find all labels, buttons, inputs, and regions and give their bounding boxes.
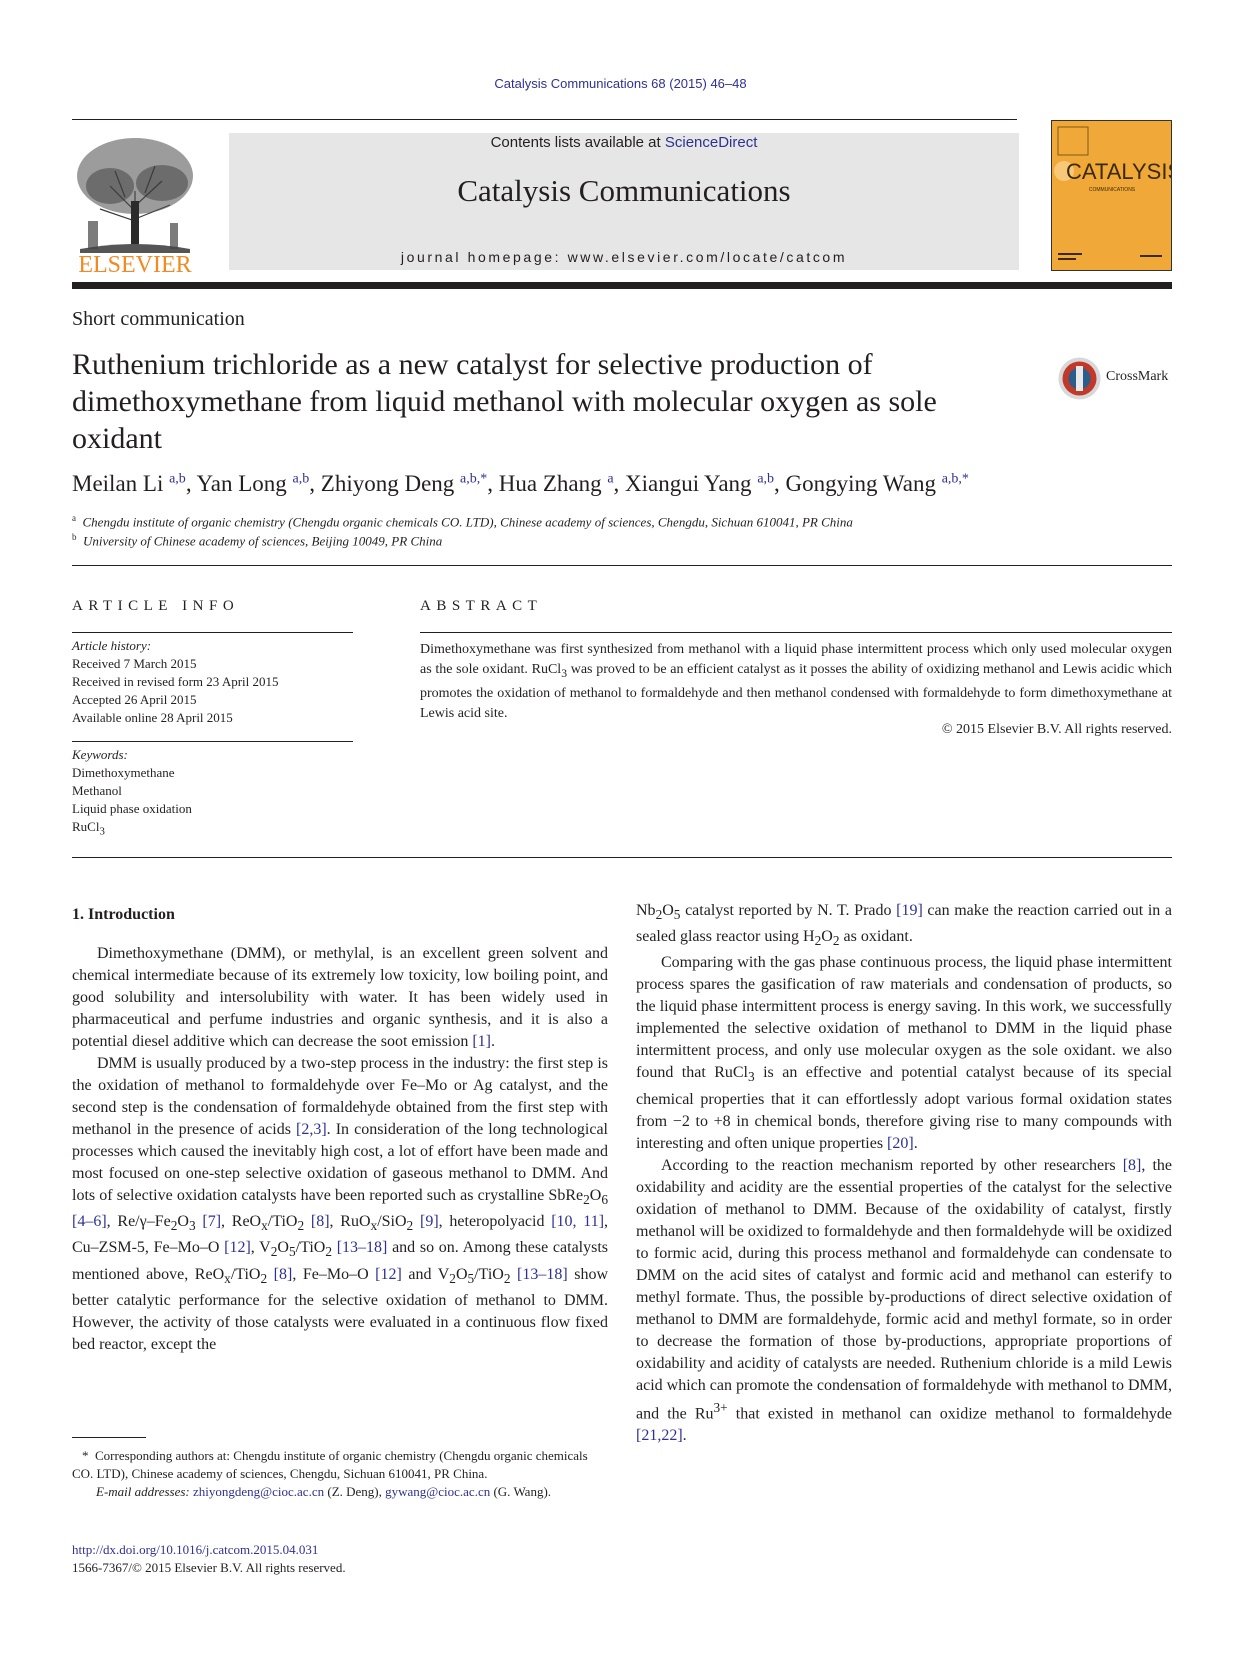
keyword-item: RuCl$_3$ bbox=[72, 819, 105, 838]
author-affiliation[interactable]: a,b,* bbox=[460, 471, 488, 487]
doi-link[interactable]: http://dx.doi.org/10.1016/j.catcom.2015.04.031 bbox=[72, 1542, 319, 1557]
cover-subtitle: COMMUNICATIONS bbox=[1088, 187, 1136, 193]
journal-homepage[interactable]: journal homepage: www.elsevier.com/locate/catcom bbox=[400, 249, 848, 265]
citation-link[interactable]: [8] bbox=[1122, 1156, 1142, 1174]
keywords-label: Keywords: bbox=[72, 747, 128, 762]
paragraph: DMM is usually produced by a two-step process in the industry: the first step is the oxidation of methanol to formaldehyde over Fe–Mo or Ag catalyst, and the second step is the condensation of formaldehyde obtained from the first step with methanol in the presence of acids [2,3]. In consideration of the long technological processes which caused the inevitably high cost, a lot of effort have been made and most focused on one-step selective oxidation of gaseous methanol to DMM. And lots of selective oxidation catalysts have been reported such as crystalline $SbRe_2O_6$ [4–6], $Re/\gamma-Fe_2O_3$ [7], ReO$_x$/TiO$_2$ [8], RuO$_x$/SiO$_2$ [9], heteropolyacid [10, 11], Cu–ZSM-5, Fe–Mo–O [12], $V_2O_5/TiO_2$ [13–18] and so on. Among these catalysts mentioned above, ReO$_x$/TiO$_2$ [8], Fe–Mo–O [12] and $V_2O_5/TiO_2$ [13–18] show better catalytic performance for the selective oxidation of methanol to DMM. However, the activity of those catalysts were evaluated in a continuous flow fixed bed reactor, except the bbox=[72, 1055, 609, 1353]
divider bbox=[72, 857, 1172, 858]
citation-link[interactable]: [13–18] bbox=[517, 1265, 568, 1283]
citation-link[interactable]: [12] bbox=[224, 1239, 251, 1257]
author-name[interactable]: Gongying Wang bbox=[785, 471, 936, 496]
section-heading: 1. Introduction bbox=[72, 906, 175, 923]
author-affiliation[interactable]: a,b,* bbox=[941, 471, 969, 487]
accepted-date: Accepted 26 April 2015 bbox=[72, 692, 197, 707]
author-affiliation[interactable]: a bbox=[607, 471, 614, 487]
header-thick-rule bbox=[72, 282, 1172, 289]
keywords bbox=[72, 746, 192, 841]
received-date: Received 7 March 2015 bbox=[72, 656, 197, 671]
citation-link[interactable]: [21,22] bbox=[636, 1426, 683, 1444]
header-rule bbox=[72, 119, 1017, 120]
online-date: Available online 28 April 2015 bbox=[72, 710, 233, 725]
abstract-copyright: © 2015 Elsevier B.V. All rights reserved. bbox=[941, 722, 1172, 737]
keywords-rule bbox=[72, 741, 353, 742]
contents-prefix: Contents lists available at bbox=[490, 134, 665, 151]
keyword-item: Methanol bbox=[72, 783, 122, 798]
author-affiliation[interactable]: a,b bbox=[292, 471, 310, 487]
email-line bbox=[72, 1483, 608, 1501]
email-link[interactable]: zhiyongdeng@cioc.ac.cn bbox=[193, 1484, 325, 1499]
citation-link[interactable]: [7] bbox=[202, 1213, 222, 1231]
journal-citation[interactable]: Catalysis Communications 68 (2015) 46–48 bbox=[494, 76, 747, 91]
affiliation-mark: a bbox=[72, 513, 76, 523]
history-label: Article history: bbox=[72, 638, 152, 653]
doi-block bbox=[72, 1541, 346, 1577]
affiliation-a bbox=[72, 513, 853, 530]
email-link[interactable]: gywang@cioc.ac.cn bbox=[385, 1484, 491, 1499]
citation-link[interactable]: [8] bbox=[310, 1213, 330, 1231]
revised-date: Received in revised form 23 April 2015 bbox=[72, 674, 279, 689]
author-name[interactable]: Zhiyong Deng bbox=[320, 471, 455, 496]
article-title: Ruthenium trichloride as a new catalyst for selective production of dimethoxymethane from liquid methanol with molecular oxygen as sole oxidant bbox=[72, 348, 937, 455]
paragraph: Comparing with the gas phase continuous process, the liquid phase intermittent process spares the gasification of raw materials and condensation of products, so the liquid phase intermittent process is energy saving. In this work, we successfully implemented the selective oxidation of methanol to DMM in the liquid phase intermittent process, and only use molecular oxygen as the sole oxidant. we also found that RuCl$_3$ is an effective and potential catalyst because of its special chemical properties that it can effortlessly adopt various formal oxidation states from −2 to +8 in chemical bonds, therefore giving rise to many compounds with interesting and often unique properties [20]. bbox=[636, 954, 1173, 1152]
cover-title: CATALYSIS bbox=[1066, 159, 1171, 184]
elsevier-wordmark: ELSEVIER bbox=[78, 252, 192, 276]
email-owner: (Z. Deng), bbox=[324, 1484, 386, 1499]
citation-link[interactable]: [19] bbox=[896, 902, 923, 919]
journal-cover-art bbox=[1052, 121, 1171, 270]
citation-link[interactable]: [9] bbox=[419, 1213, 439, 1231]
crossmark-icon[interactable] bbox=[1057, 356, 1102, 401]
author-list: Meilan Li $^{a,b}$, Yan Long $^{a,b}$, Zhiyong Deng $^{a,b,*}$, Hua Zhang $^a$, Xiangui Yang $^{a,b}$, Gongying Wang $^{a,b,*}$ bbox=[72, 471, 969, 496]
abstract-text: Dimethoxymethane was first synthesized from methanol with a liquid phase intermittent process which only used molecular oxygen as the sole oxidant. RuCl$_3$ was proved to be an efficient catalyst as it posses the ability of oxidizing methanol and Lewis acidic which promotes the oxidation of methanol to formaldehyde and then methanol condensed with formaldehyde to form dimethoxymethane at Lewis acid site. bbox=[420, 642, 1172, 721]
abstract-rule bbox=[420, 632, 1172, 633]
body-left-column bbox=[72, 943, 608, 1356]
author-affiliation[interactable]: a,b bbox=[169, 471, 186, 487]
author-name[interactable]: Meilan Li bbox=[72, 471, 164, 496]
affiliation-text: Chengdu institute of organic chemistry (Chengdu organic chemicals CO. LTD), Chinese academy of sciences, Chengdu, Sichuan 610041, PR China bbox=[82, 514, 853, 530]
issn-copyright: 1566-7367/© 2015 Elsevier B.V. All rights reserved. bbox=[72, 1560, 346, 1575]
divider bbox=[72, 565, 1172, 566]
author-affiliation[interactable]: a,b bbox=[757, 471, 775, 487]
crossmark-label[interactable]: CrossMark bbox=[1106, 369, 1169, 384]
keyword-item: Liquid phase oxidation bbox=[72, 801, 192, 816]
citation-link[interactable]: [10, 11] bbox=[551, 1213, 605, 1231]
email-label: E-mail addresses: bbox=[96, 1484, 190, 1499]
author-name[interactable]: Hua Zhang bbox=[498, 471, 602, 496]
footnote-text: * Corresponding authors at: Chengdu institute of organic chemistry (Chengdu organic chemicals CO. LTD), Chinese academy of sciences, Chengdu, Sichuan 610041, PR China. bbox=[72, 1448, 588, 1481]
article-info-rule bbox=[72, 632, 353, 633]
affiliation-b bbox=[72, 532, 442, 549]
corresponding-author-footnote bbox=[72, 1447, 608, 1501]
citation-link[interactable]: [2,3] bbox=[296, 1121, 327, 1138]
body-right-column bbox=[636, 900, 1172, 1447]
citation-link[interactable]: [1] bbox=[472, 1033, 491, 1050]
citation-link[interactable]: [4–6] bbox=[72, 1213, 107, 1231]
citation-link[interactable]: [12] bbox=[375, 1265, 402, 1283]
footnote-rule bbox=[72, 1437, 146, 1438]
keyword-item: Dimethoxymethane bbox=[72, 765, 175, 780]
journal-name: Catalysis Communications bbox=[457, 173, 791, 208]
journal-cover-image bbox=[1051, 120, 1172, 271]
author-name[interactable]: Yan Long bbox=[196, 471, 287, 496]
citation-link[interactable]: [8] bbox=[273, 1265, 293, 1283]
article-type: Short communication bbox=[72, 308, 245, 330]
paragraph: $Nb_2O_5$ catalyst reported by N. T. Prado [19] can make the reaction carried out in a sealed glass reactor using $H_2O_2$ as oxidant. bbox=[636, 902, 1172, 949]
citation-link[interactable]: [13–18] bbox=[336, 1239, 388, 1257]
affiliation-mark: b bbox=[72, 532, 77, 542]
abstract-heading: ABSTRACT bbox=[420, 598, 543, 614]
sciencedirect-link[interactable]: ScienceDirect bbox=[664, 134, 758, 151]
article-info-heading: ARTICLE INFO bbox=[72, 598, 240, 614]
elsevier-tree-logo bbox=[70, 131, 200, 276]
paragraph: Dimethoxymethane (DMM), or methylal, is an excellent green solvent and chemical intermediate because of its extremely low toxicity, low boiling point, and good solubility and intersolubility with water. It has been widely used in pharmaceutical and perfume industries and organic synthesis, and it is also a potential diesel additive which can decrease the soot emission [1]. bbox=[72, 945, 608, 1050]
email-owner: (G. Wang). bbox=[490, 1484, 552, 1499]
affiliation-text: University of Chinese academy of sciences, Beijing 10049, PR China bbox=[83, 533, 443, 549]
citation-link[interactable]: [20] bbox=[887, 1134, 914, 1152]
author-name[interactable]: Xiangui Yang bbox=[625, 471, 752, 496]
contents-line bbox=[229, 134, 1019, 151]
article-history bbox=[72, 637, 279, 727]
paragraph: According to the reaction mechanism reported by other researchers [8], the oxidability and acidity are the essential properties of the catalyst for the selective oxidation of methanol to DMM. Because of the oxidability of catalyst, firstly methanol will be oxidized to formaldehyde and then formaldehyde will be oxidized to formic acid, during this process methanol and formaldehyde can condensate to DMM on the acid sites of catalyst and formic acid and methanol can esterify to methyl formate. Thus, the possible by-productions of direct selective oxidation of methanol to DMM are formaldehyde, formic acid and methyl formate, so in order to decrease the formation of those by-productions, appropriate proportions of oxidability and acidity of catalysts are needed. Ruthenium chloride is a mild Lewis acid which can promote the condensation of formaldehyde with methanol to DMM, and the $Ru^{3+}$ that existed in methanol can oxidize methanol to formaldehyde [21,22]. bbox=[636, 1156, 1172, 1444]
